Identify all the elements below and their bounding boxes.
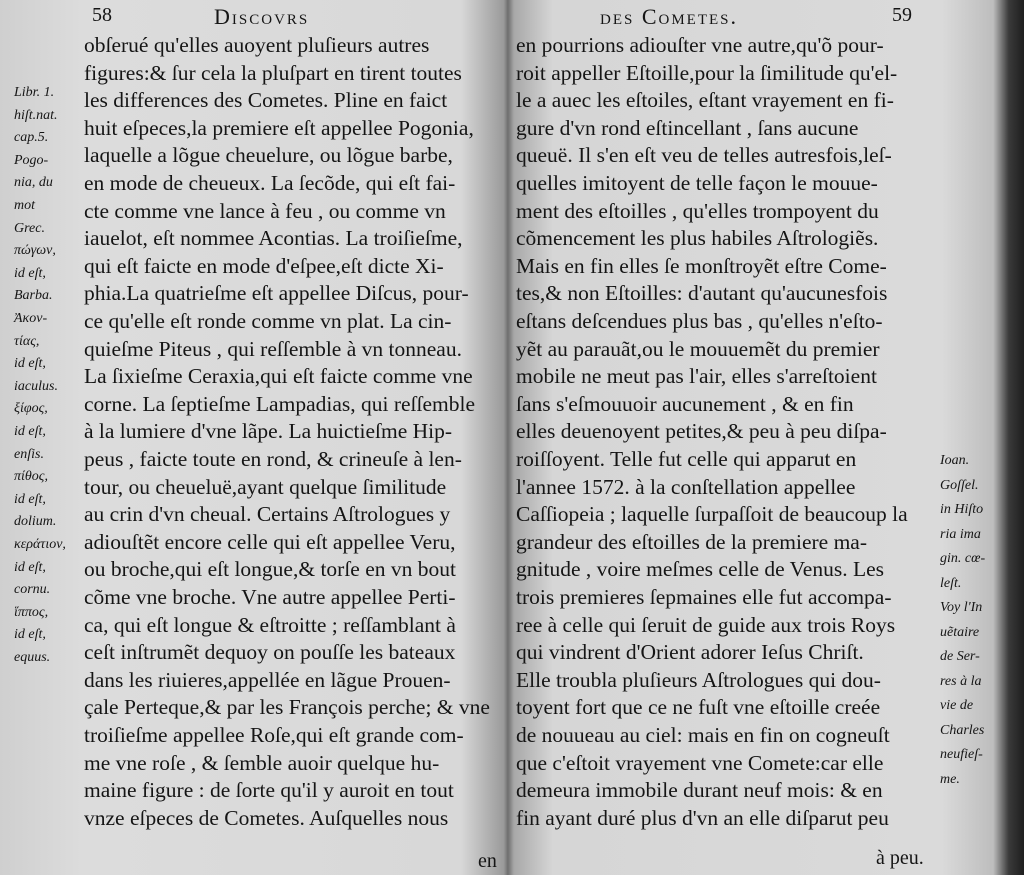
marginal-note: Libr. 1. [14,85,55,100]
text-line: qui eſt faicte en mode d'eſpee,eſt dicte Xi- [84,253,444,278]
text-line: ſans s'eſmouuoir aucunement , & en fin [516,391,854,416]
marginal-note: Grec. [14,220,45,236]
text-line: gure d'vn rond eſtincellant , ſans aucune [516,115,859,140]
marginal-note: cap.5. [14,130,49,146]
text-line: ree à celle qui ſeruit de guide aux trois Roys [516,612,896,637]
text-line: tour, ou cheueluë,ayant quelque ſimilitude [84,474,447,499]
text-line: cõme vne broche. Vne autre appellee Perti- [84,585,456,609]
text-line: queuë. Il s'en eſt veu de telles autresfois,leſ- [516,143,892,168]
text-line: ou broche,qui eſt longue,& torſe en vn bout [84,557,456,582]
text-line: yẽt au parauãt,ou le mouuemẽt du premier [516,336,880,361]
marginal-note: me. [940,771,960,787]
text-line: tes,& non Eſtoilles: d'autant qu'aucunesfois [516,281,888,306]
marginal-note: id eſt, [14,424,46,439]
text-line: fin ayant duré plus d'vn an elle diſparut peu [516,805,889,830]
text-line: Mais en fin elles ſe monſtroyẽt eſtre Come- [516,253,887,278]
marginal-note: πίθος, [14,469,48,485]
left-page-number: 58 [92,4,112,26]
marginal-note: mot [14,198,35,213]
text-line: roiſſoyent. Telle fut celle qui apparut en [516,447,857,471]
text-line: laquelle a lõgue cheuelure, ou lõgue barbe, [84,143,453,168]
marginal-note: neufieſ- [940,747,983,762]
text-line: adiouſtẽt encore celle qui eſt appellee Veru, [84,529,456,554]
left-running-head [214,4,309,30]
right-running-head-text: des Cometes. [600,4,739,29]
text-line: quieſme Piteus , qui reſſemble à vn tonneau. [84,336,462,361]
text-line: obſerué qu'elles auoyent pluſieurs autres [84,33,430,57]
text-line: trois premieres ſepmaines elle fut accompa- [516,585,892,609]
text-line: toyent fort que ce ne fuſt vne eſtoille creée [516,695,881,720]
right-catchword: à peu. [876,847,924,869]
text-line: huit eſpeces,la premiere eſt appellee Pogonia, [84,115,474,140]
text-line: de nouueau au ciel: mais en fin on cogneuſt [516,723,890,747]
marginal-note: hiſt.nat. [14,107,58,123]
marginal-note: Pogo- [14,152,49,168]
text-line: eſtans deſcendues plus bas , qu'elles n'eſto- [516,309,883,333]
text-line: figures:& ſur cela la pluſpart en tirent toutes [84,60,462,85]
marginal-note: cornu. [14,582,51,598]
marginal-note: Charles [940,722,985,738]
text-line: iauelot, eſt nommee Acontias. La troiſieſme, [84,226,463,251]
marginal-note: id eſt, [14,491,46,507]
marginal-note: id eſt, [14,627,46,643]
marginal-note: in Hiſto [940,502,984,517]
marginal-note: Ioan. [940,453,970,468]
marginal-note: τίας, [14,333,40,349]
marginal-note: iaculus. [14,378,58,394]
text-line: dans les riuieres,appellée en lãgue Prouen- [84,667,451,692]
marginal-note: id eſt, [14,265,46,281]
text-line: en pourrions adiouſter vne autre,qu'õ pour- [516,33,884,57]
marginal-note: ria ima [940,526,981,542]
text-line: au crin d'vn cheual. Certains Aſtrologues y [84,502,451,527]
text-line: ce qu'elle eſt ronde comme vn plat. La cin- [84,309,452,333]
right-page-number: 59 [892,4,912,26]
marginal-note: enſis. [14,446,44,462]
marginal-note: id eſt, [14,356,46,372]
text-line: corne. La ſeptieſme Lampadias, qui reſſemble [84,391,476,416]
text-line: phia.La quatrieſme eſt appellee Diſcus, pour- [84,281,469,306]
right-running-head [600,4,738,30]
right-page [512,0,1024,875]
text-line: vnze eſpeces de Cometes. Auſquelles nous [84,805,449,830]
marginal-note: de Ser- [940,649,980,664]
marginal-note: vie de [940,698,974,713]
marginal-note: Voy l'In [940,600,983,615]
left-running-head-text: Discovrs [214,4,310,29]
left-page [0,0,505,875]
text-line: l'annee 1572. à la conſtellation appellee [516,474,856,499]
marginal-note: leſt. [940,575,962,591]
text-line: elles deuenoyent petites,& peu à peu diſpa- [516,419,887,444]
marginal-note: gin. cœ- [940,551,986,566]
marginal-note: πώγων, [14,243,56,259]
marginal-note: id eſt, [14,559,46,575]
text-line: grandeur des eſtoilles de la premiere ma- [516,529,868,554]
marginal-note: uẽtaire [940,624,980,640]
marginal-note: Ἀκον- [14,311,48,326]
marginal-note: nia, du [14,175,53,191]
text-line: maine figure : de ſorte qu'il y auroit en tout [84,778,454,803]
text-line: les differences des Cometes. Pline en faict [84,88,448,113]
text-line: çale Perteque,& par les François perche; & vne [84,695,490,720]
marginal-note: Goſſel. [940,477,979,493]
marginal-note: equus. [14,650,51,665]
text-line: ceſt inſtrumẽt dequoy on pouſſe les bateaux [84,640,456,665]
text-line: peus , faicte toute en rond, & crineuſe à len- [84,447,462,471]
text-line: mobile ne meut pas l'air, elles s'arreſtoient [516,364,877,389]
text-line: demeura immobile durant neuf mois: & en [516,778,883,803]
marginal-note: κεράτιον, [14,537,66,552]
text-line: troiſieſme appellee Roſe,qui eſt grande com- [84,723,464,747]
marginal-note: dolium. [14,514,57,530]
text-line: cõmencement les plus habiles Aſtrologiẽs. [516,226,879,251]
text-line: roit appeller Eſtoille,pour la ſimilitude qu'el- [516,60,898,85]
text-line: le a auec les eſtoiles, eſtant vrayement en fi- [516,88,894,113]
text-line: Caſſiopeia ; laquelle ſurpaſſoit de beaucoup la [516,502,908,527]
left-catchword: en [478,850,497,872]
marginal-note: ἵππος, [14,604,49,620]
marginal-note: ξίφος, [14,401,48,417]
text-line: ca, qui eſt longue & eſtroitte ; reſſamblant à [84,612,456,637]
text-line: à la lumiere d'vne lãpe. La huictieſme Hip- [84,419,453,444]
text-line: me vne roſe , & ſemble auoir quelque hu- [84,750,440,775]
marginal-note: res à la [940,673,982,689]
text-line: cte comme vne lance à feu , ou comme vn [84,198,446,223]
text-line: La ſixieſme Ceraxia,qui eſt faicte comme vne [84,364,473,389]
text-line: qui vindrent d'Orient adorer Ieſus Chriſt. [516,640,864,665]
text-line: ment des eſtoilles , qu'elles trompoyent du [516,198,879,223]
text-line: que c'eſtoit vrayement vne Comete:car elle [516,750,884,775]
text-line: en mode de cheueux. La ſecõde, qui eſt fai- [84,171,456,195]
text-line: gnitude , voire meſmes celle de Venus. Les [516,557,884,582]
marginal-note: Barba. [14,288,53,304]
text-line: Elle troubla pluſieurs Aſtrologues qui dou- [516,667,881,692]
text-line: quelles imitoyent de telle façon le mouue- [516,171,878,195]
